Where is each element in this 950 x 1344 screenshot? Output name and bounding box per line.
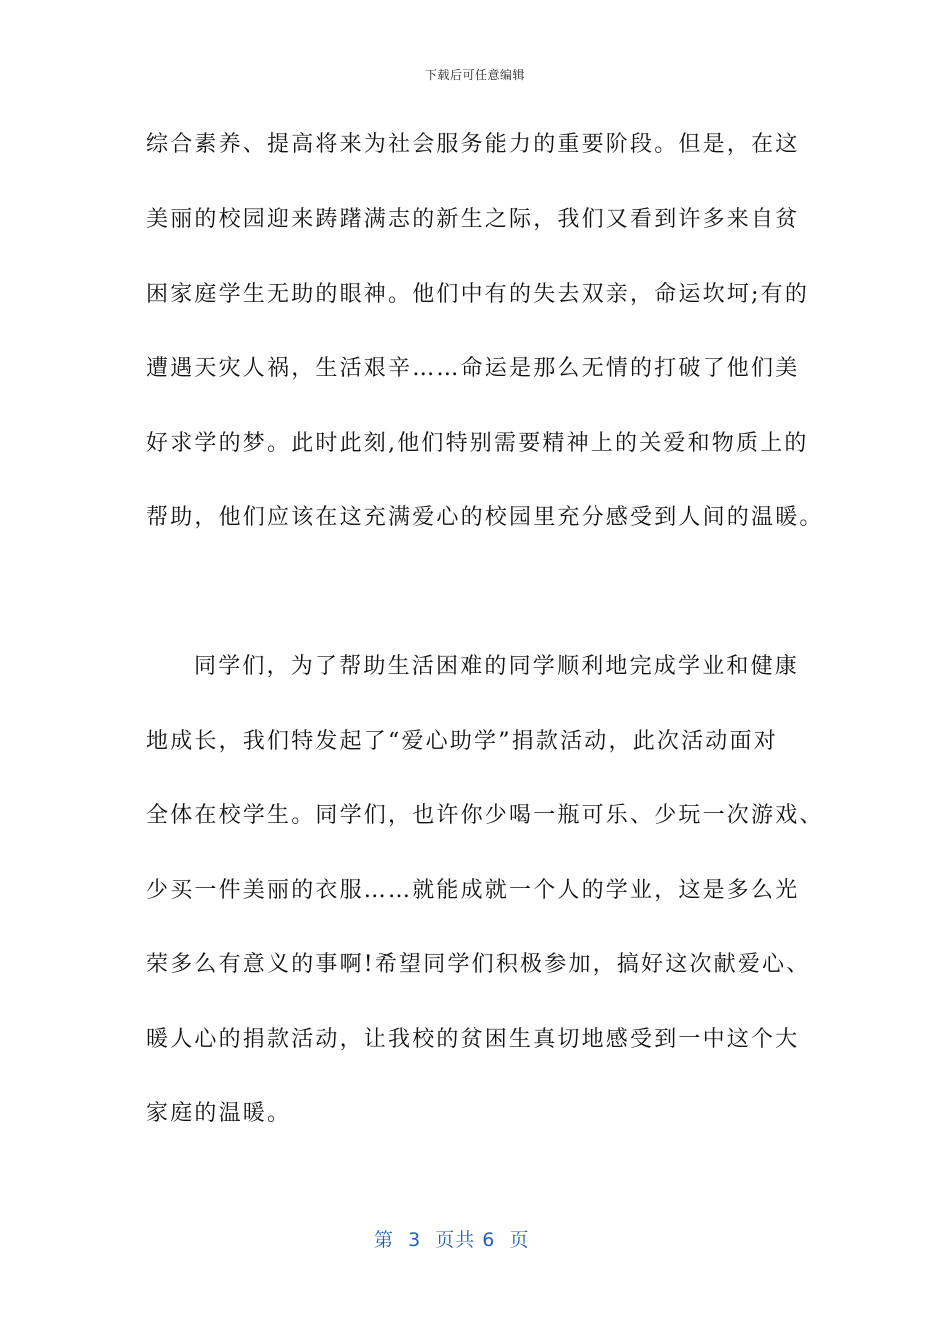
- text-line: 荣多么有意义的事啊!希望同学们积极参加，搞好这次献爱心、: [146, 952, 811, 977]
- text-line: 帮助，他们应该在这充满爱心的校园里充分感受到人间的温暖。: [146, 505, 824, 530]
- text-line: 美丽的校园迎来踌躇满志的新生之际，我们又看到许多来自贫: [146, 207, 800, 232]
- text-line: 家庭的温暖。: [146, 1101, 292, 1126]
- text-line: 少买一件美丽的衣服……就能成就一个人的学业，这是多么光: [146, 878, 800, 903]
- text-line: 遭遇天灾人祸，生活艰辛……命运是那么无情的打破了他们美: [146, 356, 800, 381]
- text-line: 暖人心的捐款活动，让我校的贫困生真切地感受到一中这个大: [146, 1027, 800, 1052]
- text-line: 好求学的梦。此时此刻,他们特别需要精神上的关爱和物质上的: [146, 431, 809, 456]
- text-line: 地成长，我们特发起了“爱心助学”捐款活动，此次活动面对: [146, 729, 778, 754]
- text-line: 综合素养、提高将来为社会服务能力的重要阶段。但是，在这: [146, 132, 800, 157]
- page-number-footer: 第 3 页共 6 页: [374, 1229, 530, 1251]
- header-note: 下载后可任意编辑: [424, 68, 525, 82]
- text-line: 同学们，为了帮助生活困难的同学顺利地完成学业和健康: [194, 654, 800, 679]
- text-line: 困家庭学生无助的眼神。他们中有的失去双亲，命运坎坷;有的: [146, 282, 810, 307]
- text-line: 全体在校学生。同学们，也许你少喝一瓶可乐、少玩一次游戏、: [146, 803, 824, 828]
